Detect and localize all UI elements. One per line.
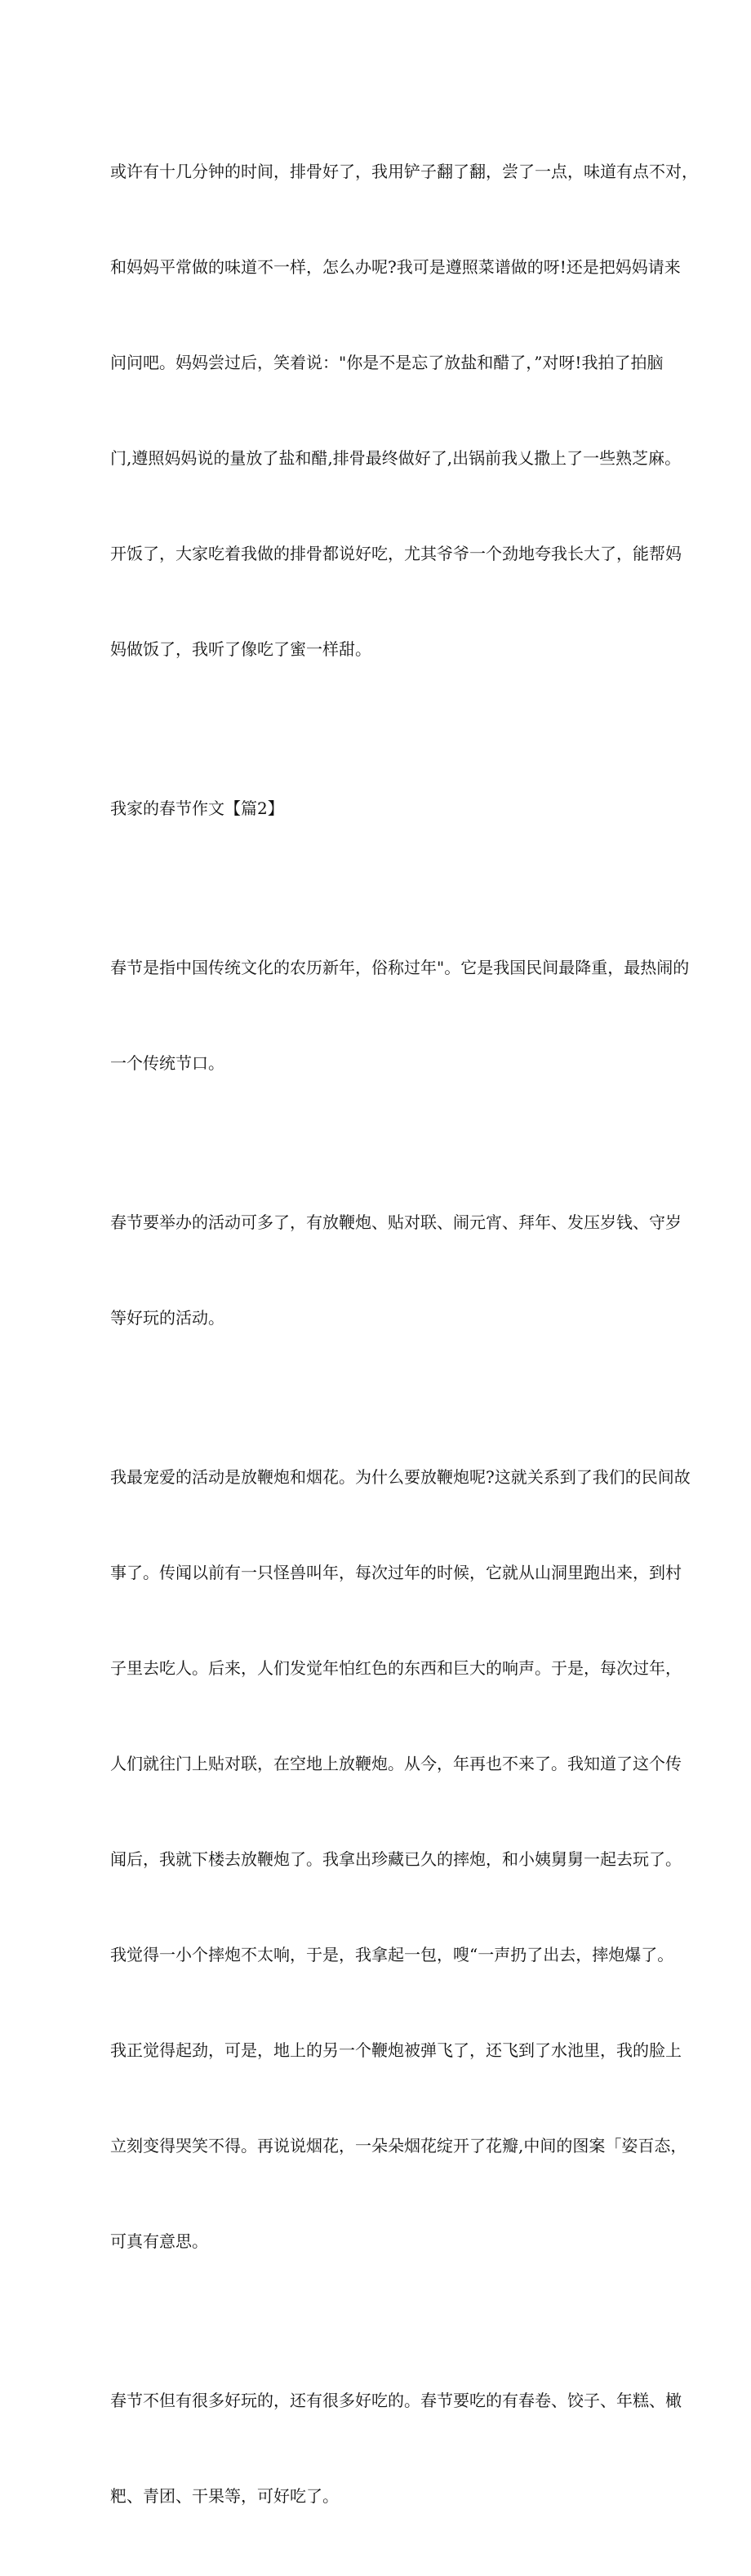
heading-text: 我家的春节作文【篇2】 (110, 799, 284, 818)
text-line: 人们就往门上贴对联，在空地上放鞭炮。从今，年再也不来了。我知道了这个传 (110, 1754, 682, 1773)
text-line: 等好玩的活动。 (110, 1308, 224, 1328)
document-body (110, 92, 698, 2576)
text-line: 可真有意思。 (110, 2231, 208, 2251)
paragraph-food (110, 2321, 682, 2576)
paragraph-activities (110, 1143, 682, 1398)
text-line: 我正觉得起劲，可是，地上的另一个鞭炮被弹飞了，还飞到了水池里，我的脸上 (110, 2040, 682, 2060)
text-line: 春节是指中国传统文化的农历新年，俗称过年"。它是我国民间最降重，最热闹的 (110, 958, 690, 977)
text-line: 我觉得一小个摔炮不太响，于是，我拿起一包，嗖“一声扔了出去，摔炮爆了。 (110, 1945, 674, 1964)
text-line: 子里去吃人。后来，人们发觉年怕红色的东西和巨大的响声。于是，每次过年， (110, 1658, 682, 1678)
text-line: 一个传统节口。 (110, 1053, 224, 1073)
text-line: 我最宠爱的活动是放鞭炮和烟花。为什么要放鞭炮呢?这就关系到了我们的民间故 (110, 1467, 691, 1487)
paragraph-spring-festival-intro (110, 888, 690, 1143)
text-line: 春节不但有很多好玩的，还有很多好吃的。春节要吃的有春卷、饺子、年糕、橄 (110, 2391, 682, 2410)
text-line: 春节要举办的活动可多了，有放鞭炮、贴对联、闹元宵、拜年、发压岁钱、守岁 (110, 1212, 682, 1232)
text-line: 粑、青团、干果等，可好吃了。 (110, 2486, 339, 2506)
text-line: 开饭了，大家吃着我做的排骨都说好吃，尤其爷爷一个劲地夸我长大了，能帮妈 (110, 544, 682, 563)
paragraph-firecrackers (110, 1398, 691, 2321)
text-line: 妈做饭了，我听了像吃了蜜一样甜。 (110, 639, 371, 659)
text-line: 立刻变得哭笑不得。再说说烟花，一朵朵烟花绽开了花瓣,中间的图案「姿百态， (110, 2136, 687, 2156)
text-line: 门,遵照妈妈说的量放了盐和醋,排骨最终做好了,出锅前我乂撒上了一些熟芝麻。 (110, 448, 682, 468)
text-line: 问问吧。妈妈尝过后，笑着说："你是不是忘了放盐和醋了，”对呀!我拍了拍脑 (110, 353, 664, 372)
section-heading (110, 729, 645, 888)
text-line: 事了。传闻以前有一只怪兽叫年，每次过年的时候，它就从山洞里跑出来，到村 (110, 1563, 682, 1582)
text-line: 或许有十几分钟的时间，排骨好了，我用铲子翻了翻，尝了一点，味道有点不对， (110, 162, 698, 181)
paragraph-cooking-story (110, 92, 698, 729)
text-line: 闻后，我就下楼去放鞭炮了。我拿出珍藏已久的摔炮，和小姨舅舅一起去玩了。 (110, 1849, 682, 1869)
text-line: 和妈妈平常做的味道不一样，怎么办呢?我可是遵照菜谱做的呀!还是把妈妈请来 (110, 257, 681, 277)
